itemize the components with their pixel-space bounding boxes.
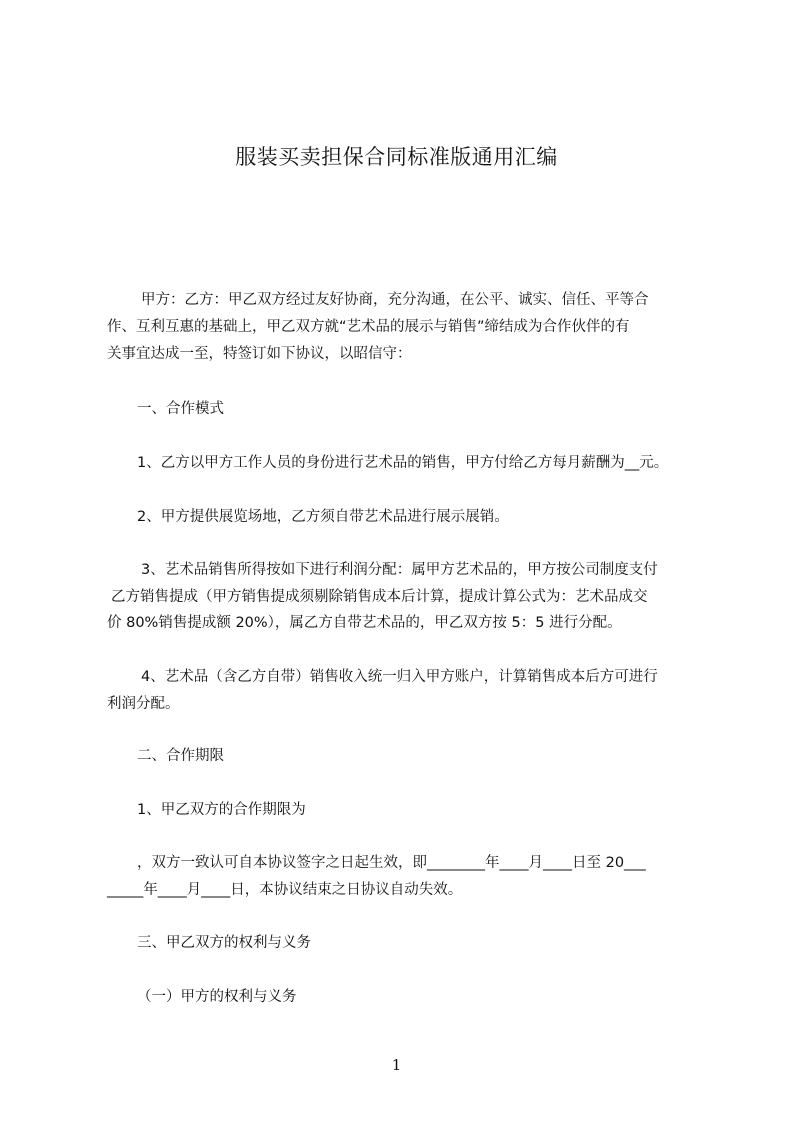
section-1-clause-2: 2、甲方提供展览场地，乙方须自带艺术品进行展示展销。 [137, 509, 509, 525]
section-3-subheading-1: （一）甲方的权利与义务 [137, 989, 297, 1005]
page-number: 1 [391, 1056, 402, 1074]
section-2-clause-1-cont-line-2: _____年____月____日，本协议结束之日协议自动失效。 [107, 882, 463, 898]
section-3-heading: 三、甲乙双方的权利与义务 [137, 935, 311, 951]
section-1-clause-4-line-1: 4、艺术品（含乙方自带）销售收入统一归入甲方账户，计算销售成本后方可进行 [141, 669, 658, 685]
section-1-clause-3-line-2: 乙方销售提成（甲方销售提成须剔除销售成本后计算，提成计算公式为：艺术品成交 [111, 589, 648, 605]
section-2-heading: 二、合作期限 [137, 748, 224, 764]
section-2-clause-1: 1、甲乙双方的合作期限为 [137, 802, 306, 818]
intro-line-1: 甲方：乙方：甲乙双方经过友好协商，充分沟通，在公平、诚实、信任、平等合 [141, 292, 649, 308]
section-1-clause-3-line-1: 3、艺术品销售所得按如下进行利润分配：属甲方艺术品的，甲方按公司制度支付 [141, 562, 658, 578]
intro-line-3: 关事宜达成一至，特签订如下协议，以昭信守： [107, 346, 412, 362]
section-1-clause-4-line-2: 利润分配。 [107, 696, 180, 712]
section-2-clause-1-cont-line-1: ，双方一致认可自本协议签字之日起生效，即________年____月____日至 20___ [137, 855, 646, 871]
intro-line-2: 作、互利互惠的基础上，甲乙双方就“艺术品的展示与销售”缔结成为合作伙伴的有 [107, 319, 630, 335]
section-1-clause-3-line-3: 价 80%销售提成额 20%），属乙方自带艺术品的，甲乙双方按 5：5 进行分配。 [107, 615, 622, 631]
document-title: 服装买卖担保合同标准版通用汇编 [235, 145, 558, 169]
section-1-heading: 一、合作模式 [137, 401, 224, 417]
section-1-clause-1: 1、乙方以甲方工作人员的身份进行艺术品的销售，甲方付给乙方每月薪酬为__元。 [137, 455, 669, 471]
